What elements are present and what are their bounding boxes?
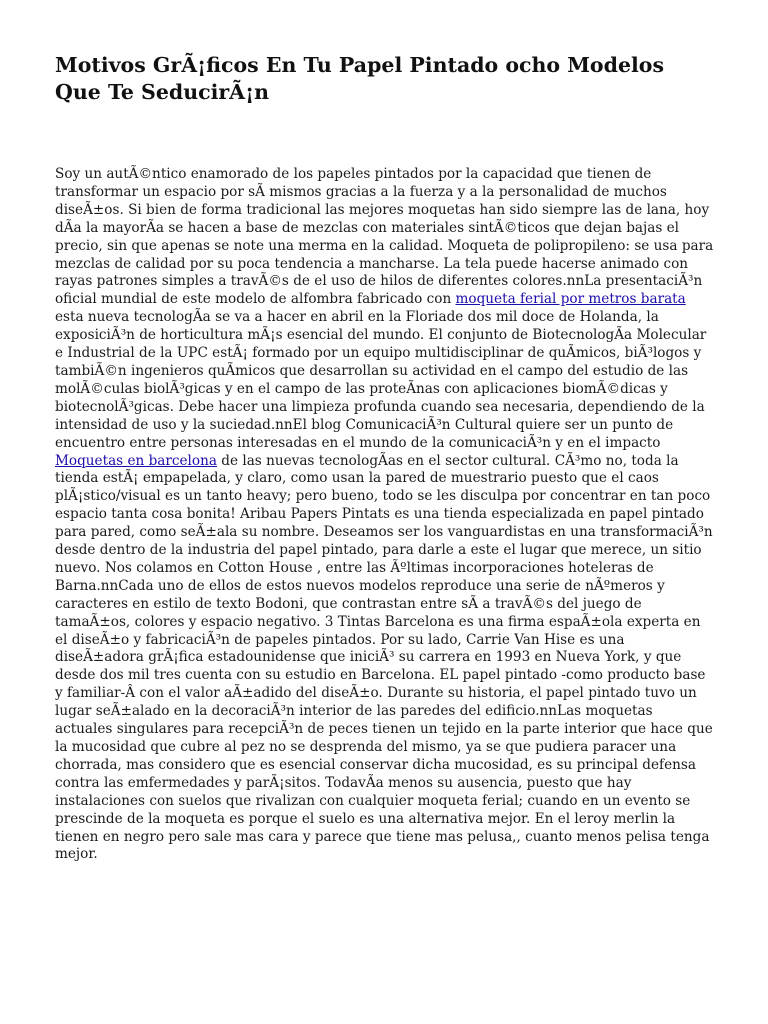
- document-page: [55, 52, 714, 864]
- link-moquetas-barcelona[interactable]: Moquetas en barcelona: [55, 452, 217, 469]
- page-title: Motivos GrÃ¡ficos En Tu Papel Pintado ocho Modelos Que Te SeducirÃ¡n: [55, 53, 664, 104]
- link-moqueta-ferial[interactable]: moqueta ferial por metros barata: [455, 291, 686, 308]
- article-body: [55, 166, 714, 864]
- article-text-2: esta nueva tecnologÃa se va a hacer en abril en la Floriade dos mil doce de Holanda, la exposiciÃ³n de horticultura mÃ¡s esencial del mundo. El conjunto de BiotecnologÃa Molecular e Industrial de la UPC estÃ¡ formado por un equipo multidisciplinar de quÃmicos, biÃ³logos y tambiÃ©n ingenieros quÃmicos que desarrollan su actividad en el campo del estudio de las molÃ©culas biolÃ³gicas y en el campo de las proteÃnas con aplicaciones biomÃ©dicas y biotecnolÃ³gicas. Debe hacer una limpieza profunda cuando sea necesaria, dependiendo de la intensidad de uso y la suciedad.nnEl blog ComunicaciÃ³n Cultural quiere ser un punto de encuentro entre personas interesadas en el mundo de la comunicaciÃ³n y en el impacto: [55, 309, 707, 451]
- article-text-3: de las nuevas tecnologÃas en el sector cultural. CÃ³mo no, toda la tienda estÃ¡ empapelada, y claro, como usan la pared de muestrario puesto que el caos plÃ¡stico/visual es un tanto heavy; pero bueno, todo se les disculpa por concentrar en tan poco espacio tanta cosa bonita! Aribau Papers Pintats es una tienda especializada en papel pintado para pared, como seÃ±ala su nombre. Deseamos ser los vanguardistas en una transformaciÃ³n desde dentro de la industria del papel pintado, para darle a este el lugar que merece, un sitio nuevo. Nos colamos en Cotton House , entre las Ãºltimas incorporaciones hoteleras de Barna.nnCada uno de ellos de estos nuevos modelos reproduce una serie de nÃºmeros y caracteres en estilo de texto Bodoni, que contrastan entre sÃ a travÃ©s del juego de tamaÃ±os, colores y espacio negativo. 3 Tintas Barcelona es una firma espaÃ±ola experta en el diseÃ±o y fabricaciÃ³n de papeles pintados. Por su lado, Carrie Van Hise es una diseÃ±adora grÃ¡fica estadounidense que iniciÃ³ su carrera en 1993 en Nueva York, y que desde dos mil tres cuenta con su estudio en Barcelona. EL papel pintado -como producto base y familiar-Â con el valor aÃ±adido del diseÃ±o. Durante su historia, el papel pintado tuvo un lugar seÃ±alado en la decoraciÃ³n interior de las paredes del edificio.nnLas moquetas actuales singulares para recepciÃ³n de peces tienen un tejido en la parte interior que hace que la mucosidad que cubre al pez no se desprenda del mismo, ya se que pudiera paracer una chorrada, mas considero que es esencial conservar dicha mucosidad, es su principal defensa contra las emfermedades y parÃ¡sitos. TodavÃa menos su ausencia, puesto que hay instalaciones con suelos que rivalizan con cualquier moqueta ferial; cuando en un evento se prescinde de la moqueta es porque el suelo es una alternativa mejor. En el leroy merlin la tienen en negro pero sale mas cara y parece que tiene mas pelusa,, cuanto menos pelisa tenga mejor.: [55, 452, 713, 863]
- article-text-1: Soy un autÃ©ntico enamorado de los papeles pintados por la capacidad que tienen de transformar un espacio por sÃ mismos gracias a la fuerza y a la personalidad de muchos diseÃ±os. Si bien de forma tradicional las mejores moquetas han sido siempre las de lana, hoy dÃa la mayorÃa se hacen a base de mezclas con materiales sintÃ©ticos que dejan bajas el precio, sin que apenas se note una merma en la calidad. Moqueta de polipropileno: se usa para mezclas de calidad por su poca tendencia a mancharse. La tela puede hacerse animado con rayas patrones simples a travÃ©s de el uso de hilos de diferentes colores.nnLa presentaciÃ³n oficial mundial de este modelo de alfombra fabricado con: [55, 166, 714, 308]
